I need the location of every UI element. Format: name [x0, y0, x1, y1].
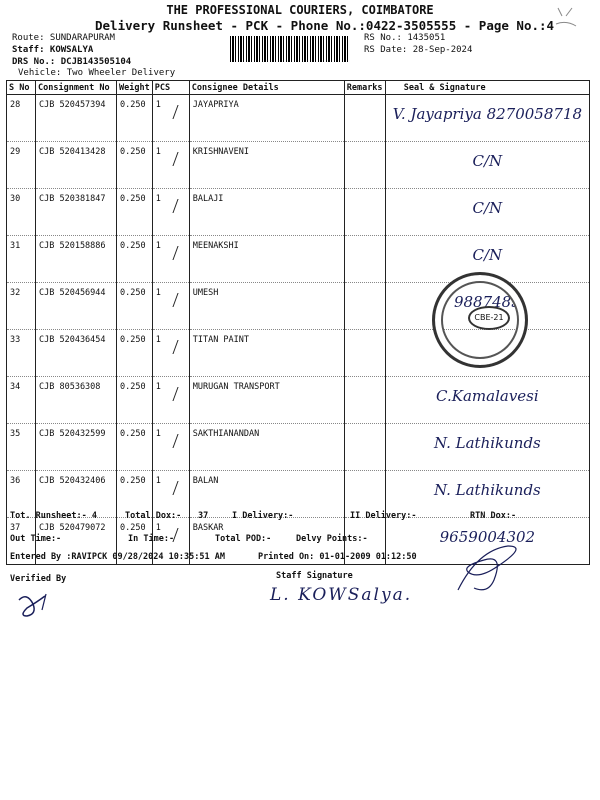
cell-remarks	[344, 142, 385, 189]
verified-by: Verified By	[10, 574, 67, 584]
cell-remarks	[344, 283, 385, 330]
check-mark-icon	[172, 434, 190, 448]
col-seal-signature: Seal & Signature	[385, 81, 589, 95]
cell-weight: 0.250	[117, 518, 153, 565]
cell-pcs: 1	[152, 142, 189, 189]
cell-consignee: BALAN	[189, 471, 344, 518]
check-mark-icon	[172, 105, 190, 119]
col-weight: Weight	[117, 81, 153, 95]
cell-consignment-no: CJB 520479072	[36, 518, 117, 565]
cell-pcs: 1	[152, 283, 189, 330]
col-consignee: Consignee Details	[189, 81, 344, 95]
cell-sno: 28	[7, 95, 36, 142]
cell-pcs: 1	[152, 424, 189, 471]
cell-weight: 0.250	[117, 330, 153, 377]
check-mark-icon	[172, 293, 190, 307]
check-mark-icon	[172, 340, 190, 354]
total-dox-value: 37	[198, 511, 209, 521]
col-pcs: PCS	[152, 81, 189, 95]
rtn-dox: RTN Dox:-	[470, 511, 517, 521]
company-title: THE PROFESSIONAL COURIERS, COIMBATORE	[166, 3, 434, 17]
cell-weight: 0.250	[117, 142, 153, 189]
rs-date: RS Date: 28-Sep-2024	[364, 45, 473, 55]
cell-sno: 34	[7, 377, 36, 424]
cell-signature: 9659004302	[385, 518, 589, 565]
table-header-row	[7, 81, 590, 95]
stamp-text: CBE-21	[468, 306, 510, 330]
cell-signature: 9887485	[385, 283, 589, 330]
cell-weight: 0.250	[117, 189, 153, 236]
table-row	[7, 424, 590, 471]
cell-signature: C/N	[385, 142, 589, 189]
cell-signature: V. Jayapriya 8270058718	[385, 95, 589, 142]
staff-scribble-signature	[448, 540, 528, 600]
cell-pcs: 1	[152, 518, 189, 565]
cell-remarks	[344, 236, 385, 283]
check-mark-icon	[172, 246, 190, 260]
cell-consignee: SAKTHIANANDAN	[189, 424, 344, 471]
table-row	[7, 95, 590, 142]
barcode	[230, 36, 350, 62]
cell-signature: N. Lathikunds	[385, 424, 589, 471]
check-mark-icon	[172, 528, 190, 542]
cell-weight: 0.250	[117, 471, 153, 518]
cell-remarks	[344, 189, 385, 236]
cell-consignment-no: CJB 80536308	[36, 377, 117, 424]
check-mark-icon	[172, 199, 190, 213]
vehicle-label: Vehicle: Two Wheeler Delivery	[18, 68, 176, 78]
col-remarks: Remarks	[344, 81, 385, 95]
route-label: Route: SUNDARAPURAM	[12, 33, 115, 43]
cell-pcs: 1	[152, 95, 189, 142]
cell-consignee: JAYAPRIYA	[189, 95, 344, 142]
col-consignment: Consignment No	[36, 81, 117, 95]
cell-consignee: BASKAR	[189, 518, 344, 565]
cell-remarks	[344, 330, 385, 377]
cell-consignee: MURUGAN TRANSPORT	[189, 377, 344, 424]
cell-pcs: 1	[152, 377, 189, 424]
in-time: In Time:-	[128, 534, 175, 544]
cell-sno: 33	[7, 330, 36, 377]
cell-consignment-no: CJB 520432599	[36, 424, 117, 471]
cell-consignee: BALAJI	[189, 189, 344, 236]
cell-weight: 0.250	[117, 236, 153, 283]
cell-consignee: UMESH	[189, 283, 344, 330]
cell-remarks	[344, 377, 385, 424]
cell-consignment-no: CJB 520432406	[36, 471, 117, 518]
cell-consignment-no: CJB 520381847	[36, 189, 117, 236]
cell-sno: 31	[7, 236, 36, 283]
col-sno: S No	[7, 81, 36, 95]
cell-signature: N. Lathikunds	[385, 471, 589, 518]
table-row	[7, 236, 590, 283]
total-pod: Total POD:-	[215, 534, 272, 544]
table-row	[7, 142, 590, 189]
cell-sno: 30	[7, 189, 36, 236]
table-row	[7, 189, 590, 236]
cell-consignee: MEENAKSHI	[189, 236, 344, 283]
i-delivery: I Delivery:-	[232, 511, 294, 521]
cell-remarks	[344, 424, 385, 471]
cell-pcs: 1	[152, 471, 189, 518]
cell-sno: 36	[7, 471, 36, 518]
check-mark-icon	[172, 152, 190, 166]
cell-sno: 32	[7, 283, 36, 330]
cell-consignment-no: CJB 520413428	[36, 142, 117, 189]
cell-consignment-no: CJB 520158886	[36, 236, 117, 283]
cell-weight: 0.250	[117, 283, 153, 330]
cell-weight: 0.250	[117, 424, 153, 471]
cell-pcs: 1	[152, 330, 189, 377]
corner-mark	[548, 2, 588, 32]
cell-remarks	[344, 95, 385, 142]
entered-by: Entered By :RAVIPCK 09/28/2024 10:35:51 AM	[10, 552, 225, 562]
cell-sno: 35	[7, 424, 36, 471]
cell-sno: 29	[7, 142, 36, 189]
cell-consignment-no: CJB 520436454	[36, 330, 117, 377]
cell-consignee: KRISHNAVENI	[189, 142, 344, 189]
cell-consignment-no: CJB 520456944	[36, 283, 117, 330]
staff-handwritten-signature: L. KOWSalya.	[270, 585, 413, 605]
drs-label: DRS No.: DCJB143505104	[12, 57, 132, 67]
staff-signature-label: Staff Signature	[276, 571, 353, 581]
ii-delivery: II Delivery:-	[350, 511, 417, 521]
staff-label: Staff: KOWSALYA	[12, 45, 94, 55]
printed-on: Printed On: 01-01-2009 01:12:50	[258, 552, 417, 562]
check-mark-icon	[172, 387, 190, 401]
tot-runsheet: Tot. Runsheet:- 4	[10, 511, 97, 521]
cell-sno: 37	[7, 518, 36, 565]
table-row	[7, 377, 590, 424]
rs-no: RS No.: 1435051	[364, 33, 446, 43]
delvy-points: Delvy Points:-	[296, 534, 368, 544]
runsheet-title: Delivery Runsheet - PCK - Phone No.:0422-3505555 - Page No.:4	[95, 18, 555, 33]
cell-consignment-no: CJB 520457394	[36, 95, 117, 142]
cell-pcs: 1	[152, 189, 189, 236]
cell-weight: 0.250	[117, 95, 153, 142]
cell-weight: 0.250	[117, 377, 153, 424]
out-time: Out Time:-	[10, 534, 62, 544]
check-mark-icon	[172, 481, 190, 495]
cell-consignee: TITAN PAINT	[189, 330, 344, 377]
cell-signature: C/N	[385, 189, 589, 236]
cell-signature: C.Kamalavesi	[385, 377, 589, 424]
cell-pcs: 1	[152, 236, 189, 283]
total-dox-label: Total Dox:-	[125, 511, 182, 521]
cell-signature: C/N	[385, 236, 589, 283]
verifier-signature	[14, 590, 54, 620]
